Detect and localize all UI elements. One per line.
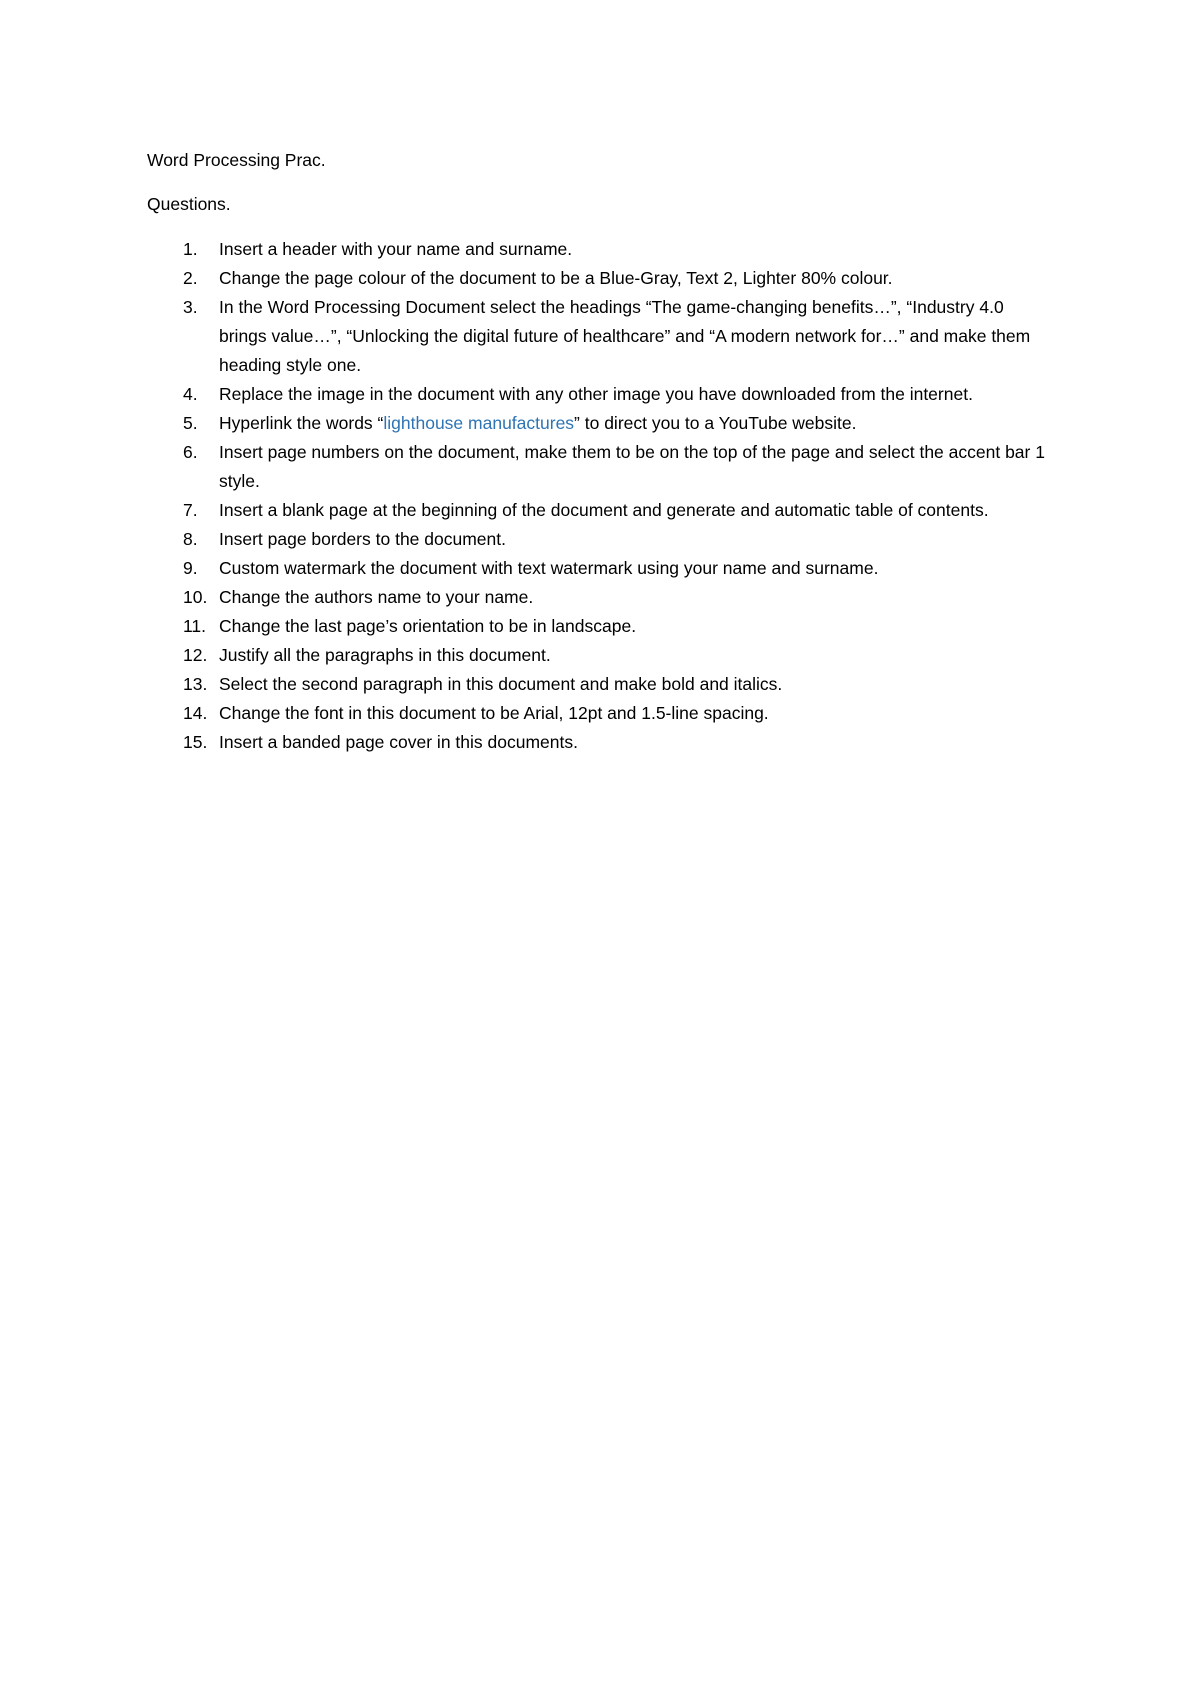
question-item — [147, 438, 1047, 496]
question-text: Insert page numbers on the document, make them to be on the top of the page and select the accent bar 1 style. — [219, 442, 1045, 491]
question-text-before-link: Hyperlink the words “ — [219, 413, 384, 433]
question-number: 12. — [183, 645, 208, 665]
question-text: Insert page borders to the document. — [219, 529, 506, 549]
question-number: 10. — [183, 587, 208, 607]
question-number: 1. — [183, 239, 198, 259]
question-item — [147, 525, 1047, 554]
question-number: 14. — [183, 703, 208, 723]
question-text: Insert a blank page at the beginning of the document and generate and automatic table of contents. — [219, 500, 989, 520]
question-number: 7. — [183, 500, 198, 520]
question-number: 15. — [183, 732, 208, 752]
question-item — [147, 496, 1047, 525]
question-item — [147, 380, 1047, 409]
question-text: Change the font in this document to be Arial, 12pt and 1.5-line spacing. — [219, 703, 769, 723]
questions-heading: Questions. — [147, 194, 231, 214]
question-text: Justify all the paragraphs in this document. — [219, 645, 551, 665]
question-item — [147, 641, 1047, 670]
question-item — [147, 612, 1047, 641]
question-text: Replace the image in the document with any other image you have downloaded from the internet. — [219, 384, 973, 404]
question-item — [147, 583, 1047, 612]
question-text — [219, 409, 1047, 438]
question-item — [147, 728, 1047, 757]
question-number: 5. — [183, 413, 198, 433]
question-text: Insert a header with your name and surname. — [219, 239, 573, 259]
question-item — [147, 235, 1047, 264]
question-item — [147, 554, 1047, 583]
question-number: 6. — [183, 442, 198, 462]
question-text: Change the page colour of the document to be a Blue-Gray, Text 2, Lighter 80% colour. — [219, 268, 893, 288]
question-number: 4. — [183, 384, 198, 404]
question-number: 13. — [183, 674, 208, 694]
question-number: 8. — [183, 529, 198, 549]
question-number: 11. — [183, 616, 207, 636]
document-body — [147, 146, 1047, 757]
question-text: In the Word Processing Document select the headings “The game-changing benefits…”, “Industry 4.0 brings value…”, “Unlocking the digital future of healthcare” and “A modern network for…” and make them heading style one. — [219, 297, 1031, 375]
question-number: 9. — [183, 558, 198, 578]
question-text-after-link: ” to direct you to a YouTube website. — [574, 413, 857, 433]
question-list — [147, 235, 1047, 757]
question-number: 3. — [183, 297, 198, 317]
question-number: 2. — [183, 268, 198, 288]
question-item — [147, 699, 1047, 728]
question-text: Change the last page’s orientation to be in landscape. — [219, 616, 637, 636]
lighthouse-manufactures-link[interactable]: lighthouse manufactures — [383, 413, 575, 433]
question-text: Insert a banded page cover in this documents. — [219, 732, 578, 752]
question-text: Change the authors name to your name. — [219, 587, 534, 607]
question-item — [147, 264, 1047, 293]
question-item — [147, 293, 1047, 380]
question-item — [147, 409, 1047, 438]
question-text: Custom watermark the document with text watermark using your name and surname. — [219, 558, 879, 578]
question-item — [147, 670, 1047, 699]
question-text: Select the second paragraph in this document and make bold and italics. — [219, 674, 783, 694]
document-title: Word Processing Prac. — [147, 150, 326, 170]
